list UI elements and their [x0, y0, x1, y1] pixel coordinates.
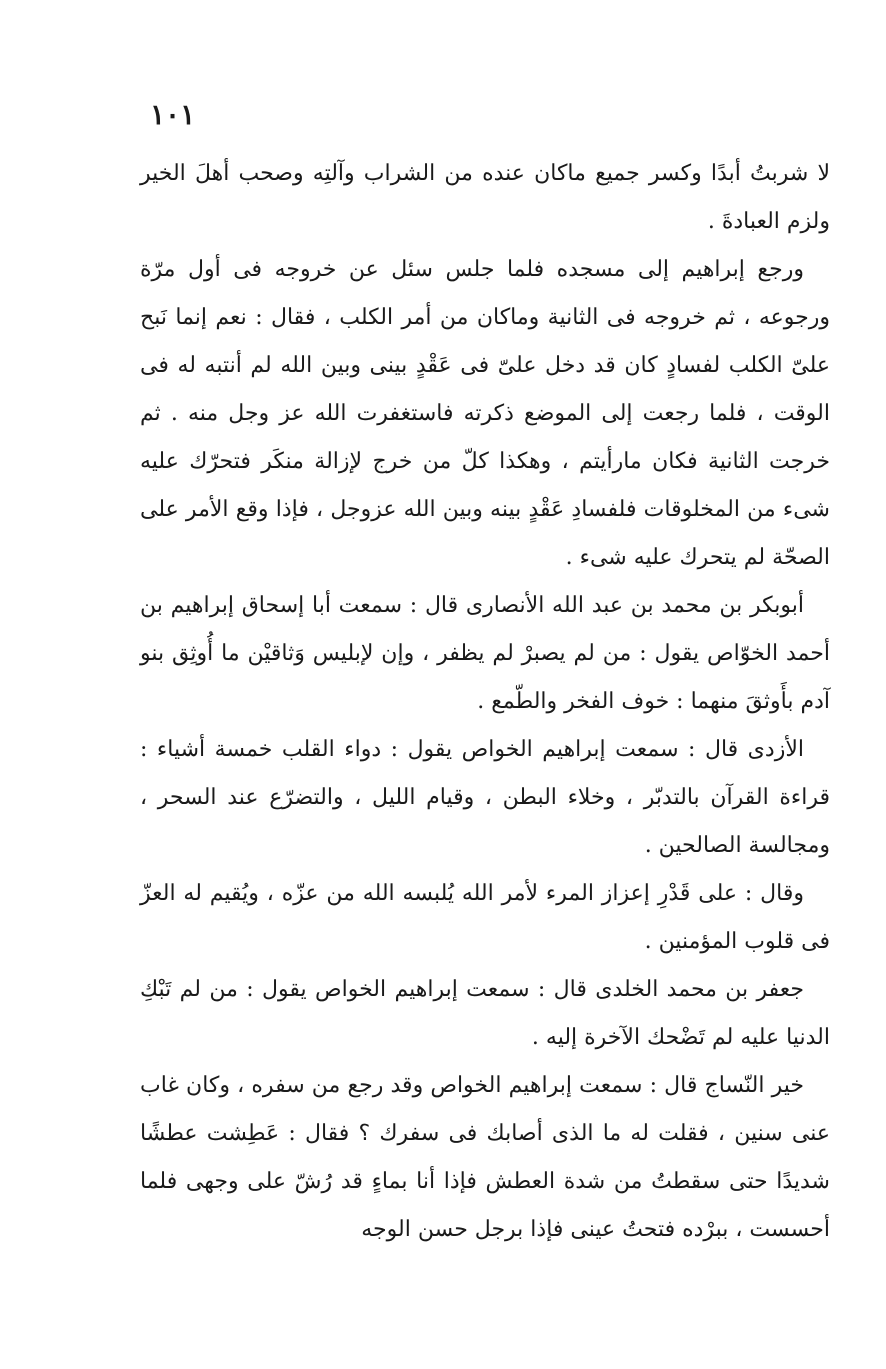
page-body-text [140, 150, 830, 1254]
paragraph-2: ورجع إبراهيم إلى مسجده فلما جلس سئل عن خروجه فى أول مرّة ورجوعه ، ثم خروجه فى الثانية وماكان من أمر الكلب ، فقال : نعم إنما نَبح علىّ الكلب لفسادٍ كان قد دخل علىّ فى عَقْدٍ بينى وبين الله لم أنتبه له فى الوقت ، فلما رجعت إلى الموضع ذكرته فاستغفرت الله عز وجل منه . ثم خرجت الثانية فكان مارأيتم ، وهكذا كلّ من خرج لإزالة منكَر فتحرّك عليه شىء من المخلوقات فلفسادِ عَقْدٍ بينه وبين الله عزوجل ، فإذا وقع الأمر على الصحّة لم يتحرك عليه شىء . [140, 257, 830, 570]
paragraph-6: جعفر بن محمد الخلدى قال : سمعت إبراهيم الخواص يقول : من لم تَبْكِ الدنيا عليه لم تَضْحك الآخرة إليه . [140, 977, 830, 1050]
paragraph-4: الأزدى قال : سمعت إبراهيم الخواص يقول : دواء القلب خمسة أشياء : قراءة القرآن بالتدبّر ، وخلاء البطن ، وقيام الليل ، والتضرّع عند السحر ، ومجالسة الصالحين . [140, 737, 830, 858]
paragraph-1: لا شربتُ أبدًا وكسر جميع ماكان عنده من الشراب وآلتِه وصحب أهلَ الخير ولزم العبادةَ . [140, 161, 830, 234]
page-number: ١٠١ [150, 98, 196, 131]
paragraph-7: خير النّساج قال : سمعت إبراهيم الخواص وقد رجع من سفره ، وكان غاب عنى سنين ، فقلت له ما الذى أصابك فى سفرك ؟ فقال : عَطِشت عطشًا شديدًا حتى سقطتُ من شدة العطش فإذا أنا بماءٍ قد رُشّ على وجهى فلما أحسست ، ببرْده فتحتُ عينى فإذا برجل حسن الوجه [140, 1073, 830, 1242]
paragraph-5: وقال : على قَدْرِ إعزاز المرء لأمر الله يُلبسه الله من عزّه ، ويُقيم له العزّ فى قلوب المؤمنين . [140, 881, 830, 954]
paragraph-3: أبوبكر بن محمد بن عبد الله الأنصارى قال : سمعت أبا إسحاق إبراهيم بن أحمد الخوّاص يقول : من لم يصبرْ لم يظفر ، وإن لإبليس وَثاقيْن ما أُوثِق بنو آدم بأَوثقَ منهما : خوف الفخر والطّمع . [140, 593, 830, 714]
